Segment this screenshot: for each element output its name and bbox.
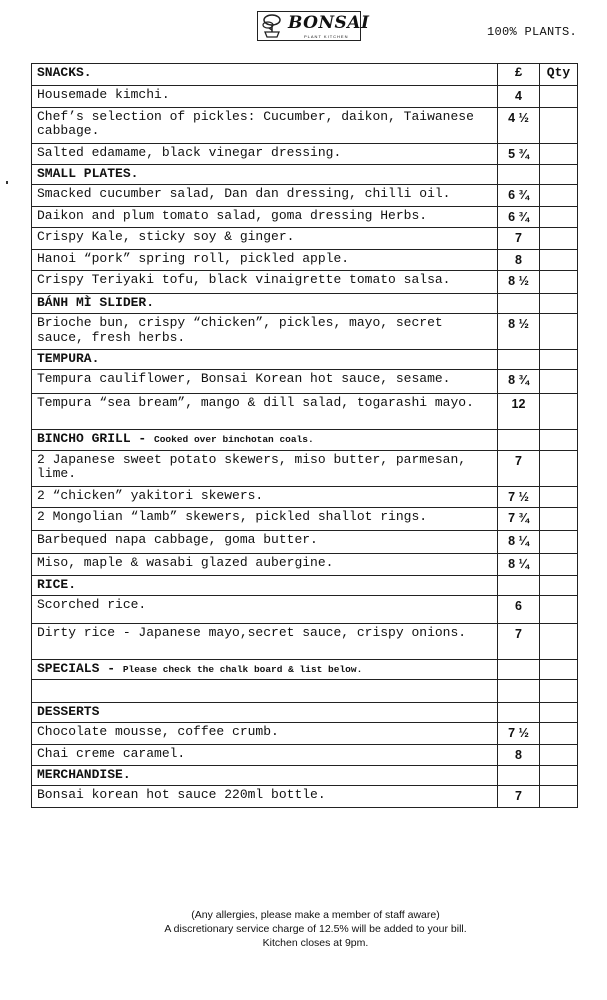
menu-item-price: 12 bbox=[498, 394, 540, 430]
menu-item-name: Chai creme caramel. bbox=[32, 744, 498, 766]
menu-item-row bbox=[32, 508, 578, 531]
menu-item-price: 4 bbox=[498, 86, 540, 108]
section-header-row bbox=[32, 766, 578, 786]
menu-item-name: 2 Mongolian “lamb” skewers, pickled shallot rings. bbox=[32, 508, 498, 531]
menu-item-name: Hanoi “pork” spring roll, pickled apple. bbox=[32, 249, 498, 271]
section-title-text: SMALL PLATES. bbox=[37, 166, 139, 181]
section-price-cell bbox=[498, 430, 540, 451]
section-header-row bbox=[32, 703, 578, 723]
menu-item-price: 8 bbox=[498, 249, 540, 271]
menu-item-row bbox=[32, 486, 578, 508]
margin-mark bbox=[6, 181, 8, 184]
menu-item-price: 6 ¾ bbox=[498, 185, 540, 207]
section-title bbox=[32, 350, 498, 370]
menu-item-name: Chef’s selection of pickles: Cucumber, daikon, Taiwanese cabbage. bbox=[32, 107, 498, 143]
section-title-text: SNACKS. bbox=[37, 65, 92, 80]
menu-item-price: 6 ¾ bbox=[498, 206, 540, 228]
section-qty-cell bbox=[540, 766, 578, 786]
section-qty-cell bbox=[540, 659, 578, 680]
menu-item-price: 7 bbox=[498, 228, 540, 250]
section-price-cell bbox=[498, 294, 540, 314]
menu-item-qty bbox=[540, 508, 578, 531]
menu-item-qty bbox=[540, 554, 578, 576]
menu-item-row bbox=[32, 143, 578, 165]
menu-item-qty bbox=[540, 107, 578, 143]
menu-item-name: Crispy Teriyaki tofu, black vinaigrette tomato salsa. bbox=[32, 271, 498, 294]
menu-item-row bbox=[32, 595, 578, 623]
section-title bbox=[32, 766, 498, 786]
section-header-row bbox=[32, 430, 578, 451]
menu-item-row bbox=[32, 206, 578, 228]
section-qty-cell bbox=[540, 294, 578, 314]
menu-item-qty bbox=[540, 531, 578, 554]
menu-item-row bbox=[32, 314, 578, 350]
menu-item-name: Brioche bun, crispy “chicken”, pickles, mayo, secret sauce, fresh herbs. bbox=[32, 314, 498, 350]
section-header-row bbox=[32, 659, 578, 680]
menu-item-price: 7 ½ bbox=[498, 486, 540, 508]
menu-item-name: 2 “chicken” yakitori skewers. bbox=[32, 486, 498, 508]
menu-item-price: 7 ¾ bbox=[498, 508, 540, 531]
section-title-text: DESSERTS bbox=[37, 704, 100, 719]
menu-item-qty bbox=[540, 623, 578, 659]
section-qty-cell bbox=[540, 165, 578, 185]
menu-item-row bbox=[32, 249, 578, 271]
menu-item-qty bbox=[540, 185, 578, 207]
menu-item-price: 8 ¼ bbox=[498, 554, 540, 576]
section-price-cell bbox=[498, 165, 540, 185]
menu-item-row bbox=[32, 86, 578, 108]
service-charge-note: A discretionary service charge of 12.5% will be added to your bill. bbox=[164, 923, 467, 935]
section-title bbox=[32, 294, 498, 314]
menu-item-qty bbox=[540, 314, 578, 350]
menu-item-row bbox=[32, 370, 578, 394]
section-title-text: RICE. bbox=[37, 576, 77, 592]
menu-item-row bbox=[32, 107, 578, 143]
menu-item-row bbox=[32, 680, 578, 703]
section-qty-cell bbox=[540, 575, 578, 595]
menu-item-name: Daikon and plum tomato salad, goma dressing Herbs. bbox=[32, 206, 498, 228]
menu-item-price: 8 ¼ bbox=[498, 531, 540, 554]
bonsai-logo bbox=[257, 11, 370, 41]
section-header-row bbox=[32, 294, 578, 314]
menu-table bbox=[31, 63, 578, 808]
menu-item-price: 5 ¾ bbox=[498, 143, 540, 165]
section-qty-cell bbox=[540, 350, 578, 370]
menu-item-row bbox=[32, 623, 578, 659]
section-title-text: BINCHO GRILL - bbox=[37, 431, 147, 446]
menu-item-price: 8 bbox=[498, 744, 540, 766]
section-qty-cell bbox=[540, 430, 578, 451]
menu-item-name bbox=[32, 680, 498, 703]
section-title-text: TEMPURA. bbox=[37, 351, 100, 366]
section-qty-cell bbox=[540, 703, 578, 723]
menu-item-qty bbox=[540, 86, 578, 108]
menu-item-qty bbox=[540, 744, 578, 766]
closing-time: Kitchen closes at 9pm. bbox=[262, 937, 369, 949]
menu-item-qty bbox=[540, 143, 578, 165]
menu-item-price bbox=[498, 680, 540, 703]
section-header-row bbox=[32, 64, 578, 86]
menu-item-price: 4 ½ bbox=[498, 107, 540, 143]
section-note: Cooked over binchotan coals. bbox=[154, 434, 314, 445]
section-header-row bbox=[32, 575, 578, 595]
menu-item-name: Bonsai korean hot sauce 220ml bottle. bbox=[32, 786, 498, 808]
section-title bbox=[32, 703, 498, 723]
menu-item-qty bbox=[540, 271, 578, 294]
section-note: Please check the chalk board & list below. bbox=[122, 663, 363, 675]
menu-item-price: 7 ½ bbox=[498, 723, 540, 745]
menu-item-name: Housemade kimchi. bbox=[32, 86, 498, 108]
section-price-cell bbox=[498, 575, 540, 595]
menu-item-price: 6 bbox=[498, 595, 540, 623]
menu-item-qty bbox=[540, 680, 578, 703]
section-header-row bbox=[32, 165, 578, 185]
menu-item-name: Chocolate mousse, coffee crumb. bbox=[32, 723, 498, 745]
menu-item-qty bbox=[540, 786, 578, 808]
section-price-cell bbox=[498, 350, 540, 370]
section-title bbox=[32, 575, 498, 595]
menu-item-price: 7 bbox=[498, 450, 540, 486]
menu-item-row bbox=[32, 450, 578, 486]
menu-item-name: Tempura cauliflower, Bonsai Korean hot sauce, sesame. bbox=[32, 370, 498, 394]
menu-item-name: Tempura “sea bream”, mango & dill salad, togarashi mayo. bbox=[32, 394, 498, 430]
menu-item-price: 8 ¾ bbox=[498, 370, 540, 394]
menu-item-qty bbox=[540, 723, 578, 745]
section-title-text: SPECIALS - bbox=[37, 660, 116, 676]
qty-column-header: Qty bbox=[540, 64, 578, 86]
section-title bbox=[32, 165, 498, 185]
menu-item-qty bbox=[540, 206, 578, 228]
menu-item-qty bbox=[540, 486, 578, 508]
section-title bbox=[32, 64, 498, 86]
section-title bbox=[32, 659, 498, 680]
menu-item-row bbox=[32, 786, 578, 808]
section-header-row bbox=[32, 350, 578, 370]
menu-item-name: Miso, maple & wasabi glazed aubergine. bbox=[32, 554, 498, 576]
menu-item-price: 8 ½ bbox=[498, 271, 540, 294]
menu-item-row bbox=[32, 394, 578, 430]
menu-item-row bbox=[32, 744, 578, 766]
section-title bbox=[32, 430, 498, 451]
menu-item-row bbox=[32, 531, 578, 554]
menu-item-name: Crispy Kale, sticky soy & ginger. bbox=[32, 228, 498, 250]
menu-item-name: Barbequed napa cabbage, goma butter. bbox=[32, 531, 498, 554]
bonsai-tree-icon bbox=[261, 13, 283, 39]
menu-item-qty bbox=[540, 228, 578, 250]
menu-item-price: 7 bbox=[498, 623, 540, 659]
tagline: 100% PLANTS. bbox=[487, 25, 578, 39]
menu-item-qty bbox=[540, 450, 578, 486]
menu-item-qty bbox=[540, 370, 578, 394]
allergy-note: (Any allergies, please make a member of staff aware) bbox=[191, 909, 440, 921]
price-column-header: £ bbox=[498, 64, 540, 86]
menu-item-row bbox=[32, 185, 578, 207]
menu-item-name: Scorched rice. bbox=[32, 595, 498, 623]
menu-item-name: Smacked cucumber salad, Dan dan dressing, chilli oil. bbox=[32, 185, 498, 207]
menu-item-price: 8 ½ bbox=[498, 314, 540, 350]
menu-item-row bbox=[32, 228, 578, 250]
menu-item-row bbox=[32, 271, 578, 294]
section-price-cell bbox=[498, 703, 540, 723]
footer bbox=[0, 908, 607, 950]
menu-item-qty bbox=[540, 249, 578, 271]
menu-item-qty bbox=[540, 595, 578, 623]
menu-item-name: Salted edamame, black vinegar dressing. bbox=[32, 143, 498, 165]
menu-item-row bbox=[32, 554, 578, 576]
logo-subtext: PLANT KITCHEN bbox=[304, 34, 349, 39]
menu-item-row bbox=[32, 723, 578, 745]
section-title-text: MERCHANDISE. bbox=[37, 767, 131, 782]
section-price-cell bbox=[498, 659, 540, 680]
menu-item-qty bbox=[540, 394, 578, 430]
menu-item-name: Dirty rice - Japanese mayo,secret sauce, crispy onions. bbox=[32, 623, 498, 659]
logo-text: BONSAI bbox=[288, 13, 370, 33]
section-price-cell bbox=[498, 766, 540, 786]
section-title-text: BÁNH MÌ SLIDER. bbox=[37, 295, 155, 310]
menu-item-price: 7 bbox=[498, 786, 540, 808]
menu-item-name: 2 Japanese sweet potato skewers, miso butter, parmesan, lime. bbox=[32, 450, 498, 486]
